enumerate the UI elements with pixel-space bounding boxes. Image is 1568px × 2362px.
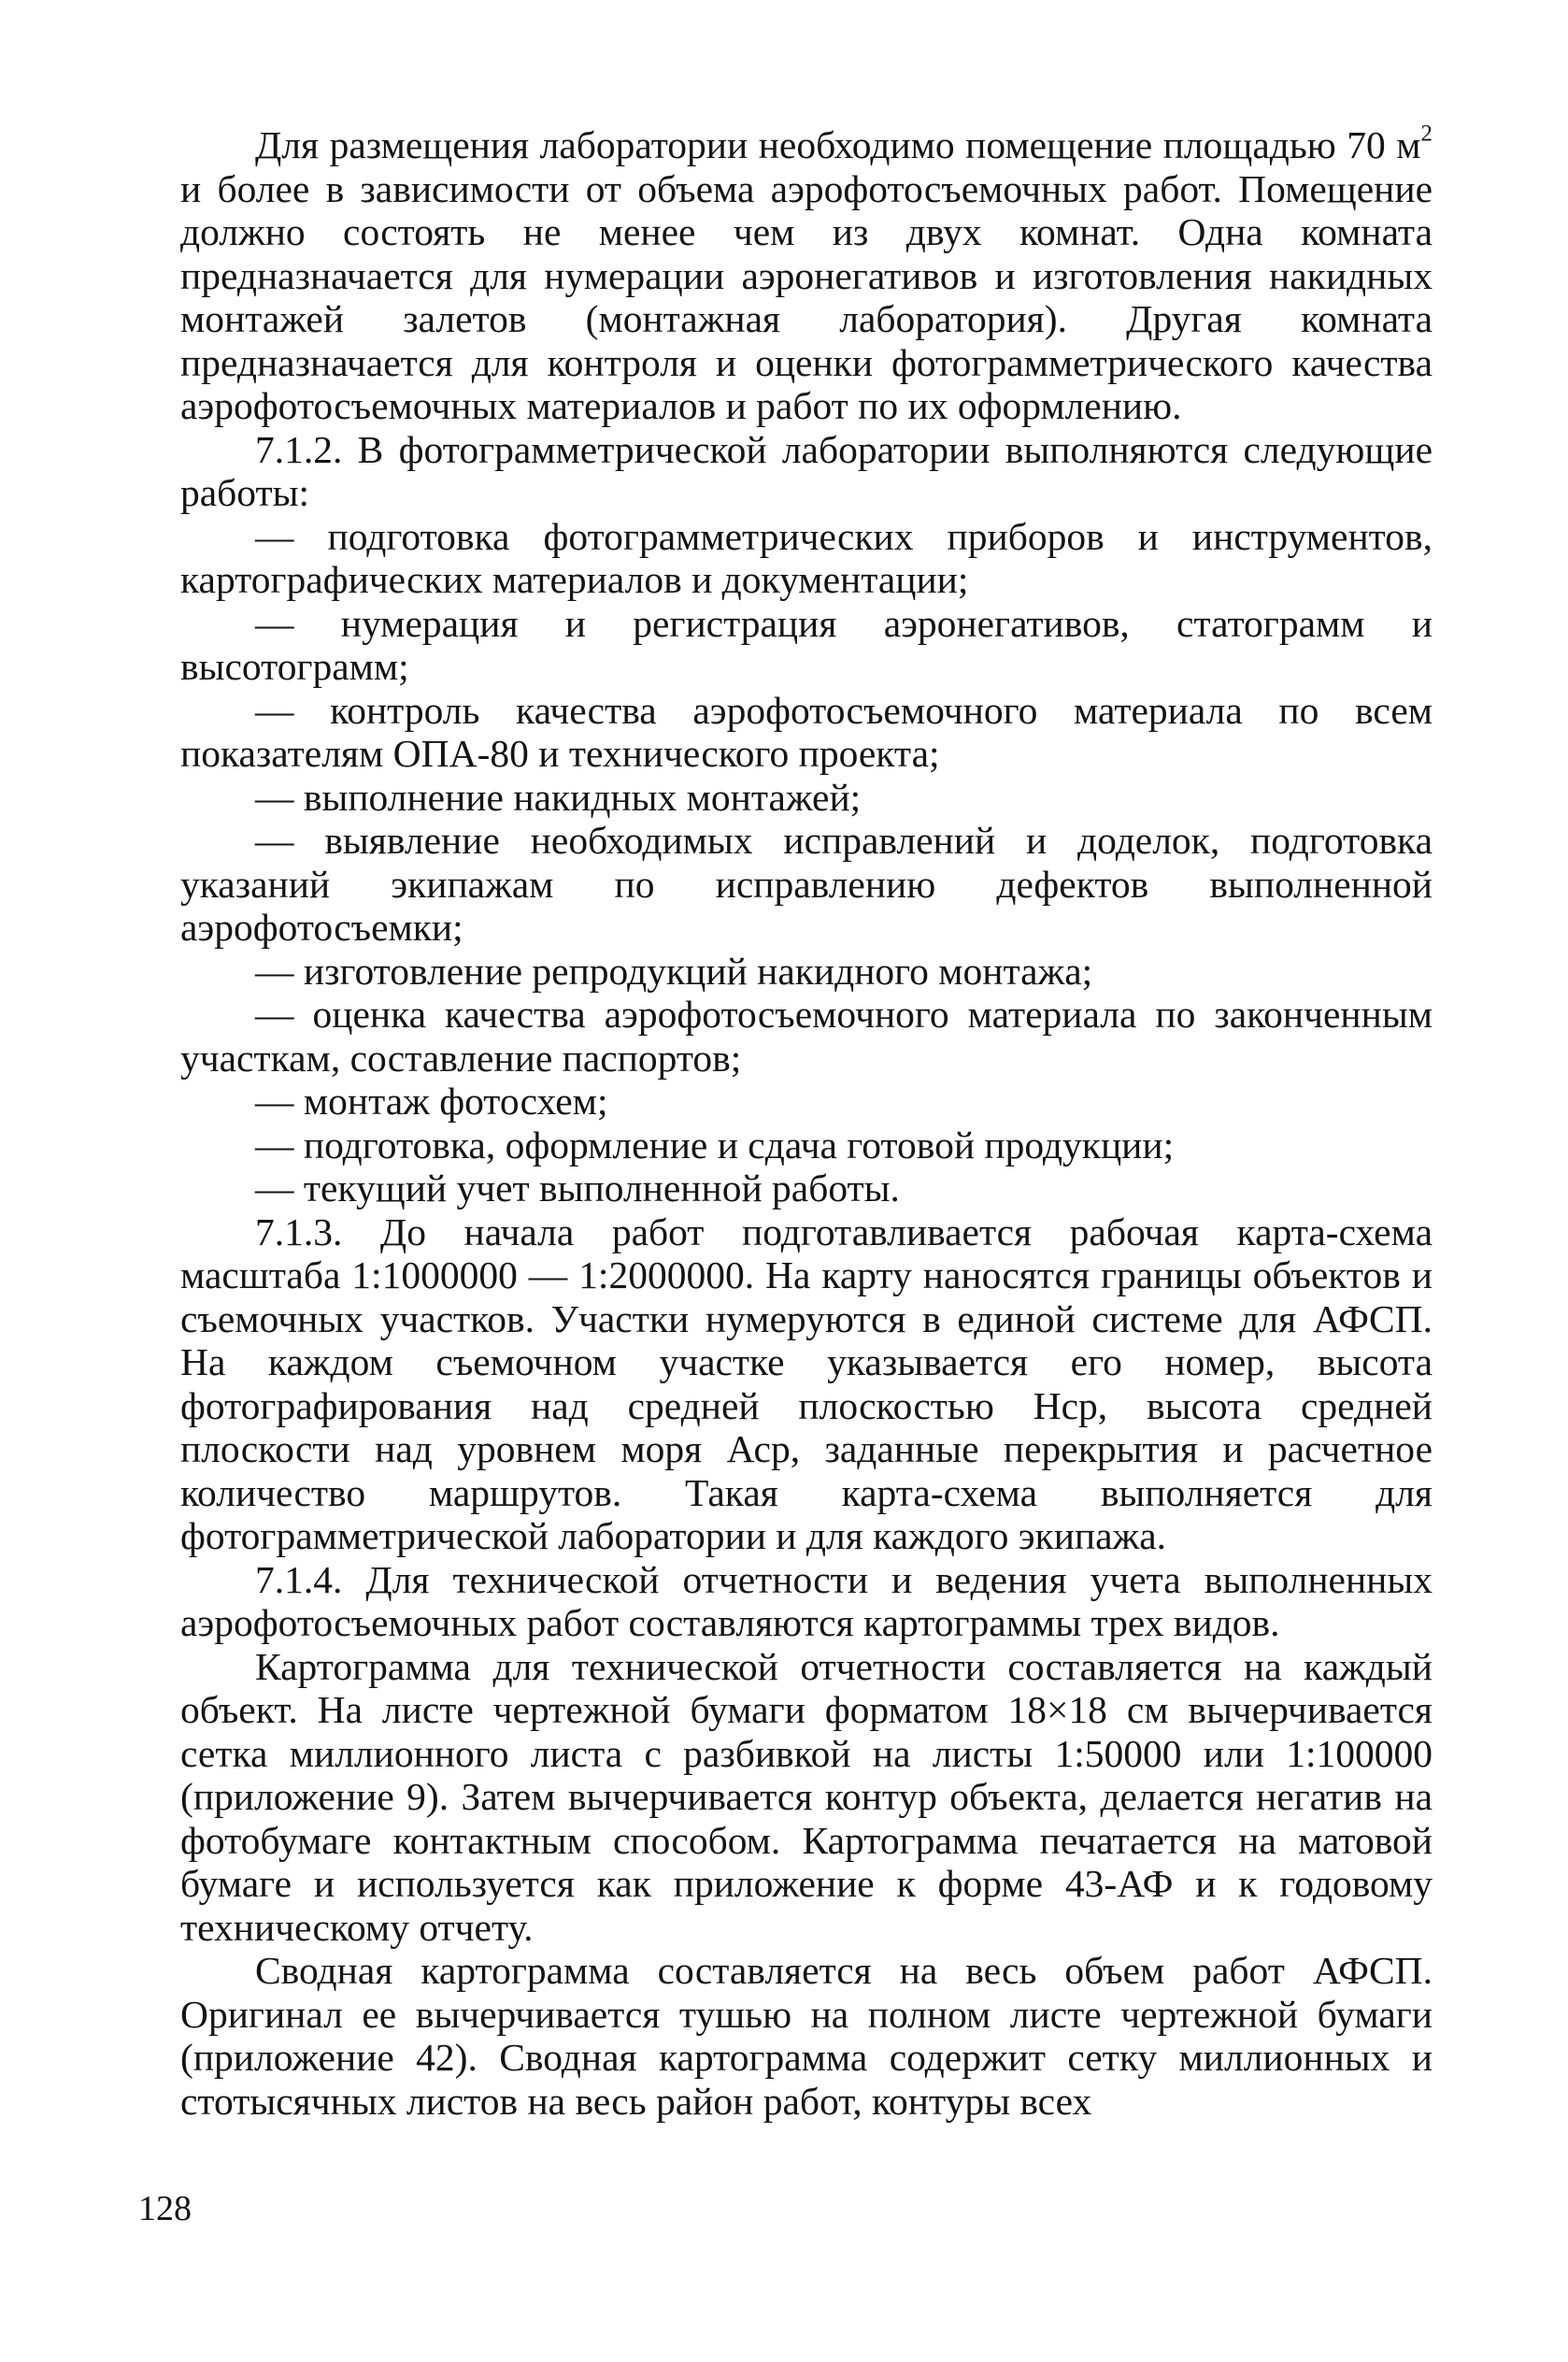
paragraph-7-1-3: 7.1.3. До начала работ подготавливается рабочая карта-схема масштаба 1:1000000 — 1:2000000. На карту наносятся границы объектов и съемочных участков. Участки нумеруются в единой системе для АФСП. На каждом съемочном участке указывается его номер, высота фотографирования над средней плоскостью Нср, высота средней плоскости над уровнем моря Аср, заданные перекрытия и расчетное количество маршрутов. Такая карта-схема выполняется для фотограмметрической лаборатории и для каждого экипажа. (180, 1210, 1433, 1557)
paragraph-kartogramma: Картограмма для технической отчетности составляется на каждый объект. На листе чертежной бумаги форматом 18×18 см вычерчивается сетка миллионного листа с разбивкой на листы 1:50000 или 1:100000 (приложение 9). Затем вычерчивается контур объекта, делается негатив на фотобумаге контактным способом. Картограмма печатается на матовой бумаге и используется как приложение к форме 43-АФ и к годовому техническому отчету. (180, 1644, 1433, 1949)
intro-text-end: и более в зависимости от объема аэрофотосъемочных работ. Помещение должно состоять не менее чем из двух комнат. Одна комната предназначается для нумерации аэронегативов и изготовления накидных монтажей залетов (монтажная лаборатория). Другая комната предназначается для контроля и оценки фотограмметрического качества аэрофотосъемочных материалов и работ по их оформлению. (180, 166, 1433, 427)
paragraph-svodnaya: Сводная картограмма составляется на весь объем работ АФСП. Оригинал ее вычерчивается тушью на полном листе чертежной бумаги (приложение 42). Сводная картограмма содержит сетку миллионных и стотысячных листов на весь район работ, контуры всех (180, 1949, 1433, 2123)
list-item: — монтаж фотосхем; (255, 1080, 608, 1123)
list-item: — изготовление репродукций накидного монтажа; (255, 949, 1093, 993)
page-number: 128 (138, 2189, 192, 2228)
body-text (180, 123, 1433, 2123)
paragraph-7-1-2: 7.1.2. В фотограмметрической лаборатории выполняются следующие работы: (180, 427, 1433, 514)
list-item: — выполнение накидных монтажей; (255, 775, 862, 819)
list-item: — подготовка фотограмметрических приборов и инструментов, картографических материалов и документации; (180, 514, 1433, 601)
paragraph-intro (180, 123, 1433, 428)
list-item: — контроль качества аэрофотосъемочного материала по всем показателям ОПА-80 и технического проекта; (180, 688, 1433, 775)
list-item: — выявление необходимых исправлений и доделок, подготовка указаний экипажам по исправлению дефектов выполненной аэрофотосъемки; (180, 819, 1433, 949)
list-item: — текущий учет выполненной работы. (255, 1167, 900, 1210)
list-item: — подготовка, оформление и сдача готовой продукции; (255, 1123, 1175, 1167)
list-item: — оценка качества аэрофотосъемочного материала по законченным участкам, составление паспортов; (180, 993, 1433, 1080)
paragraph-7-1-4: 7.1.4. Для технической отчетности и ведения учета выполненных аэрофотосъемочных работ составляются картограммы трех видов. (180, 1557, 1433, 1644)
superscript-2: 2 (1420, 121, 1433, 147)
intro-text-start: Для размещения лаборатории необходимо помещение площадью 70 м (255, 123, 1421, 166)
list-item: — нумерация и регистрация аэронегативов, статограмм и высотограмм; (180, 601, 1433, 688)
